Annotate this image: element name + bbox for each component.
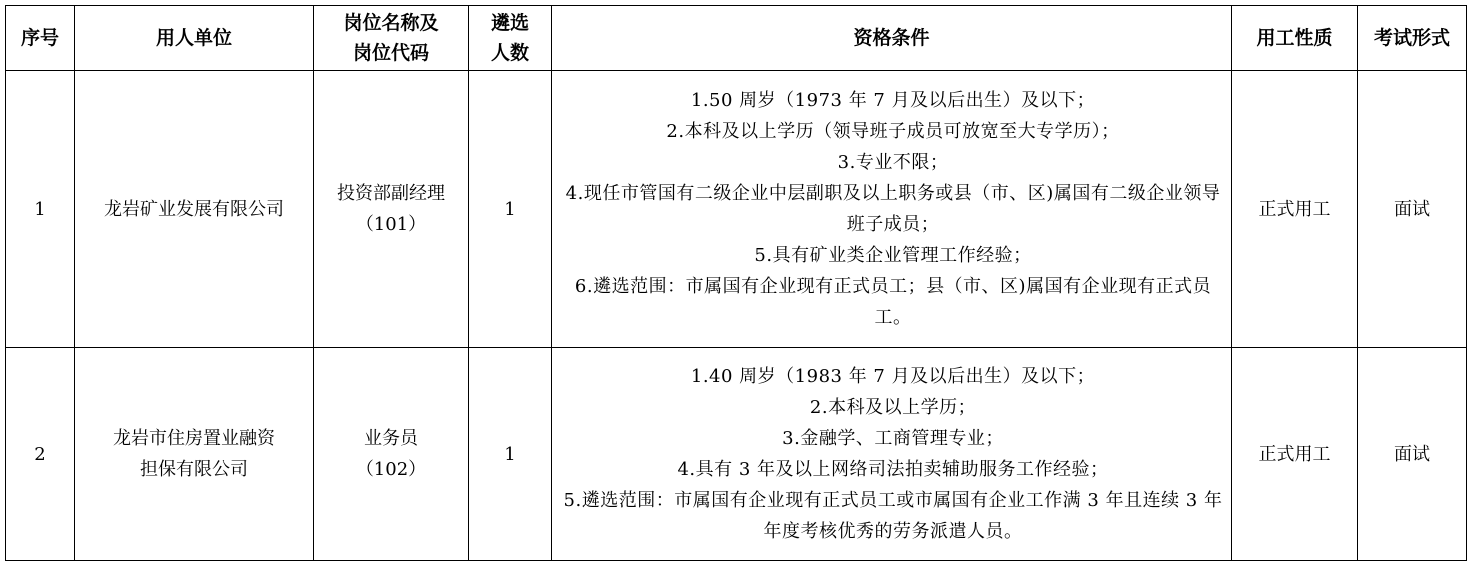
- cell-exam: 面试: [1358, 348, 1467, 561]
- requirement-item: 2.本科及以上学历；: [809, 397, 977, 418]
- header-position-line1: 岗位名称及: [343, 12, 439, 34]
- header-seq: 序号: [6, 6, 75, 71]
- header-exam: 考试形式: [1358, 6, 1467, 71]
- recruitment-table: [5, 5, 1467, 561]
- requirement-item: 3.金融学、工商管理专业；: [782, 428, 1004, 449]
- requirement-item: 1.40 周岁（1983 年 7 月及以后出生）及以下；: [690, 366, 1096, 387]
- table-row: [6, 348, 1467, 561]
- cell-position: [314, 348, 469, 561]
- header-count-line1: 遴选: [490, 12, 529, 34]
- requirement-item: 5.具有矿业类企业管理工作经验；: [754, 245, 1032, 266]
- cell-requirements: [552, 71, 1232, 348]
- position-code: （101）: [355, 214, 427, 235]
- unit-line2: 担保有限公司: [140, 459, 248, 480]
- cell-position: [314, 71, 469, 348]
- cell-employment: 正式用工: [1232, 71, 1358, 348]
- cell-unit: [75, 71, 314, 348]
- header-count-line2: 人数: [490, 42, 529, 64]
- requirements-list: [552, 85, 1231, 333]
- unit-line1: 龙岩市住房置业融资: [113, 428, 275, 449]
- requirements-list: [552, 361, 1231, 547]
- position-code: （102）: [355, 459, 427, 480]
- cell-seq: 2: [6, 348, 75, 561]
- cell-unit: [75, 348, 314, 561]
- header-position: [314, 6, 469, 71]
- requirement-item: 1.50 周岁（1973 年 7 月及以后出生）及以下；: [690, 90, 1096, 111]
- header-count: [469, 6, 552, 71]
- cell-employment: 正式用工: [1232, 348, 1358, 561]
- requirement-item: 4.具有 3 年及以上网络司法拍卖辅助服务工作经验；: [677, 459, 1109, 480]
- header-row: [6, 6, 1467, 71]
- header-unit: 用人单位: [75, 6, 314, 71]
- position-name: 业务员: [364, 428, 418, 449]
- cell-exam: 面试: [1358, 71, 1467, 348]
- requirement-item: 2.本科及以上学历（领导班子成员可放宽至大专学历）；: [666, 121, 1120, 142]
- header-employment: 用工性质: [1232, 6, 1358, 71]
- position-name: 投资部副经理: [337, 183, 445, 204]
- header-position-line2: 岗位代码: [352, 42, 429, 64]
- requirement-item: 6.遴选范围：市属国有企业现有正式员工；县（市、区)属国有企业现有正式员工。: [574, 276, 1212, 328]
- cell-requirements: [552, 348, 1232, 561]
- requirement-item: 4.现任市管国有二级企业中层副职及以上职务或县（市、区)属国有二级企业领导班子成员；: [565, 183, 1221, 235]
- requirement-item: 3.专业不限；: [837, 152, 949, 173]
- header-requirements: 资格条件: [552, 6, 1232, 71]
- cell-count: 1: [469, 71, 552, 348]
- table-row: [6, 71, 1467, 348]
- cell-seq: 1: [6, 71, 75, 348]
- requirement-item: 5.遴选范围：市属国有企业现有正式员工或市属国有企业工作满 3 年且连续 3 年年度考核优秀的劳务派遣人员。: [563, 490, 1223, 542]
- unit-line1: 龙岩矿业发展有限公司: [104, 198, 284, 220]
- cell-count: 1: [469, 348, 552, 561]
